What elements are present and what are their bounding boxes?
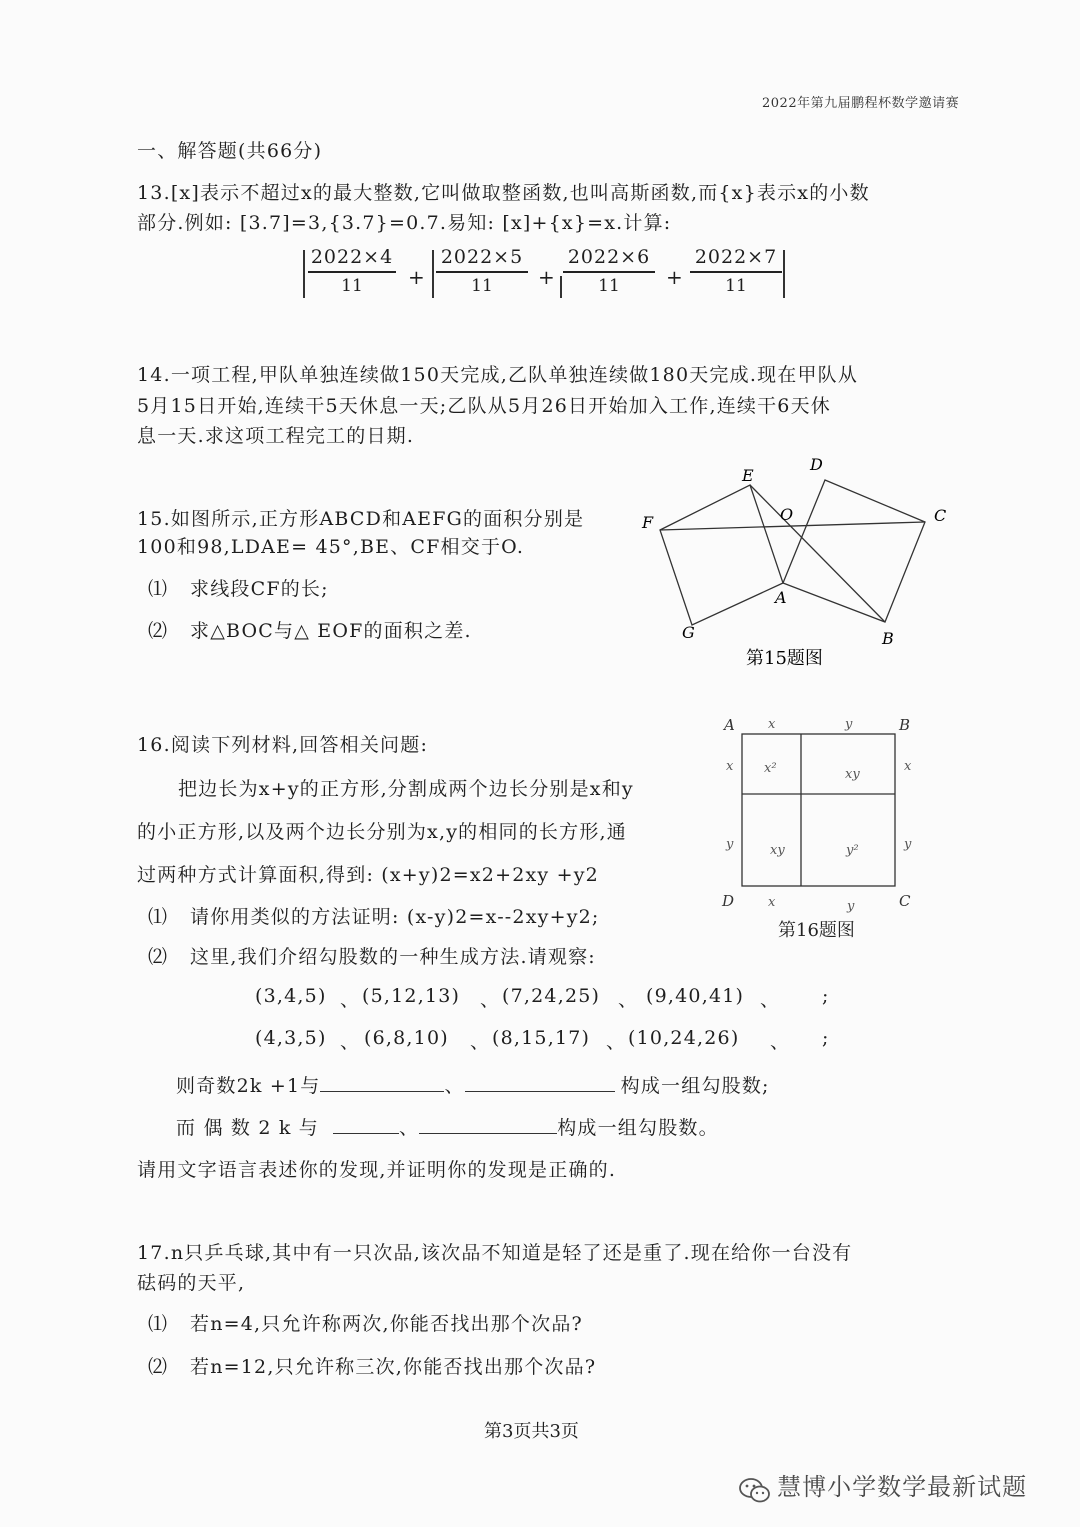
q15-sub2-number: ⑵ <box>148 620 169 642</box>
label-D: D <box>810 455 823 474</box>
fill-line-1: 则奇数2k +1与 、 构成一组勾股数; <box>176 1075 770 1097</box>
left-x: x <box>726 759 734 774</box>
q16-figure-caption: 第16题图 <box>778 920 855 941</box>
page-footer: 第3页共3页 <box>484 1421 579 1442</box>
q15-sub2: 求△BOC与△ EOF的面积之差. <box>190 620 472 642</box>
cell-x2: x² <box>764 761 777 776</box>
answer-blank[interactable] <box>320 1091 444 1092</box>
watermark-text: 慧博小学数学最新试题 <box>777 1473 1028 1501</box>
q15-figure-caption: 第15题图 <box>746 648 823 669</box>
q16-sub2: 这里,我们介绍勾股数的一种生成方法.请观察: <box>190 946 596 968</box>
answer-blank[interactable] <box>333 1133 399 1134</box>
q15-sub1: 求线段CF的长; <box>190 578 329 600</box>
q16-figure <box>712 708 927 948</box>
plus-sign: + <box>408 265 425 289</box>
q14-line1: 14.一项工程,甲队单独连续做150天完成,乙队单独连续做180天完成.现在甲队从 <box>137 364 859 386</box>
section-title: 一、解答题(共66分) <box>137 140 323 162</box>
right-y: y <box>904 837 912 852</box>
label-C: C <box>934 506 947 525</box>
answer-blank[interactable] <box>419 1133 557 1134</box>
plus-sign: + <box>666 265 683 289</box>
corner-B: B <box>899 716 911 734</box>
q16-line4: 过两种方式计算面积,得到: (x+y)2=x2+2xy +y2 <box>137 864 599 886</box>
q15-sub1-number: ⑴ <box>148 578 169 600</box>
bottom-x: x <box>768 895 776 910</box>
plus-sign: + <box>538 265 555 289</box>
q15-figure <box>630 450 960 680</box>
q17-sub1: 若n=4,只允许称两次,你能否找出那个次品? <box>190 1313 583 1335</box>
bottom-y: y <box>847 899 855 914</box>
q17-line2: 砝码的天平, <box>137 1272 246 1294</box>
q17-sub2-number: ⑵ <box>148 1356 169 1378</box>
q13-line1: 13.[x]表示不超过x的最大整数,它叫做取整函数,也叫高斯函数,而{x}表示x的小数 <box>137 182 870 204</box>
cell-xy-bottom: xy <box>770 843 785 858</box>
q14-line3: 息一天.求这项工程完工的日期. <box>137 425 415 447</box>
top-y: y <box>845 717 853 732</box>
q16-line1: 16.阅读下列材料,回答相关问题: <box>137 734 429 756</box>
corner-C: C <box>899 892 911 910</box>
wechat-icon <box>738 1476 772 1506</box>
q15-line2: 100和98,LDAE= 45°,BE、CF相交于O. <box>137 536 525 558</box>
label-O: O <box>780 505 794 524</box>
label-E: E <box>742 466 754 485</box>
q17-sub1-number: ⑴ <box>148 1313 169 1335</box>
q13-line2: 部分.例如: [3.7]=3,{3.7}=0.7.易知: [x]+{x}=x.计算: <box>137 212 672 234</box>
top-x: x <box>768 717 776 732</box>
cell-xy-top: xy <box>845 767 860 782</box>
right-x: x <box>904 759 912 774</box>
answer-blank[interactable] <box>465 1091 615 1092</box>
label-G: G <box>682 623 695 642</box>
corner-A: A <box>724 716 735 734</box>
left-y: y <box>726 837 734 852</box>
watermark <box>738 1467 1027 1506</box>
q17-sub2: 若n=12,只允许称三次,你能否找出那个次品? <box>190 1356 597 1378</box>
fill-line-2: 而 偶 数 2 k 与 、 构成一组勾股数。 <box>176 1117 719 1139</box>
fraction-4: 2022×7 11 <box>690 246 782 296</box>
q15-line1: 15.如图所示,正方形ABCD和AEFG的面积分别是 <box>137 508 585 530</box>
q16-sub2-number: ⑵ <box>148 946 169 968</box>
label-A: A <box>775 588 787 607</box>
page-header: 2022年第九届鹏程杯数学邀请赛 <box>762 96 960 111</box>
q16-last-line: 请用文字语言表述你的发现,并证明你的发现是正确的. <box>137 1159 617 1181</box>
q17-line1: 17.n只乒乓球,其中有一只次品,该次品不知道是轻了还是重了.现在给你一台没有 <box>137 1242 853 1264</box>
q16-sub1: 请你用类似的方法证明: (x-y)2=x--2xy+y2; <box>190 906 600 928</box>
fraction-2: 2022×5 11 <box>436 246 528 296</box>
fraction-1: 2022×4 11 <box>308 246 396 296</box>
label-B: B <box>882 629 894 648</box>
q16-line3: 的小正方形,以及两个边长分别为x,y的相同的长方形,通 <box>137 821 627 843</box>
label-F: F <box>642 513 654 532</box>
fraction-3: 2022×6 11 <box>563 246 655 296</box>
q16-line2: 把边长为x+y的正方形,分割成两个边长分别是x和y <box>178 778 634 800</box>
corner-D: D <box>722 892 735 910</box>
q16-sub1-number: ⑴ <box>148 906 169 928</box>
q14-line2: 5月15日开始,连续干5天休息一天;乙队从5月26日开始加入工作,连续干6天休 <box>137 395 831 417</box>
cell-y2: y² <box>846 843 859 858</box>
